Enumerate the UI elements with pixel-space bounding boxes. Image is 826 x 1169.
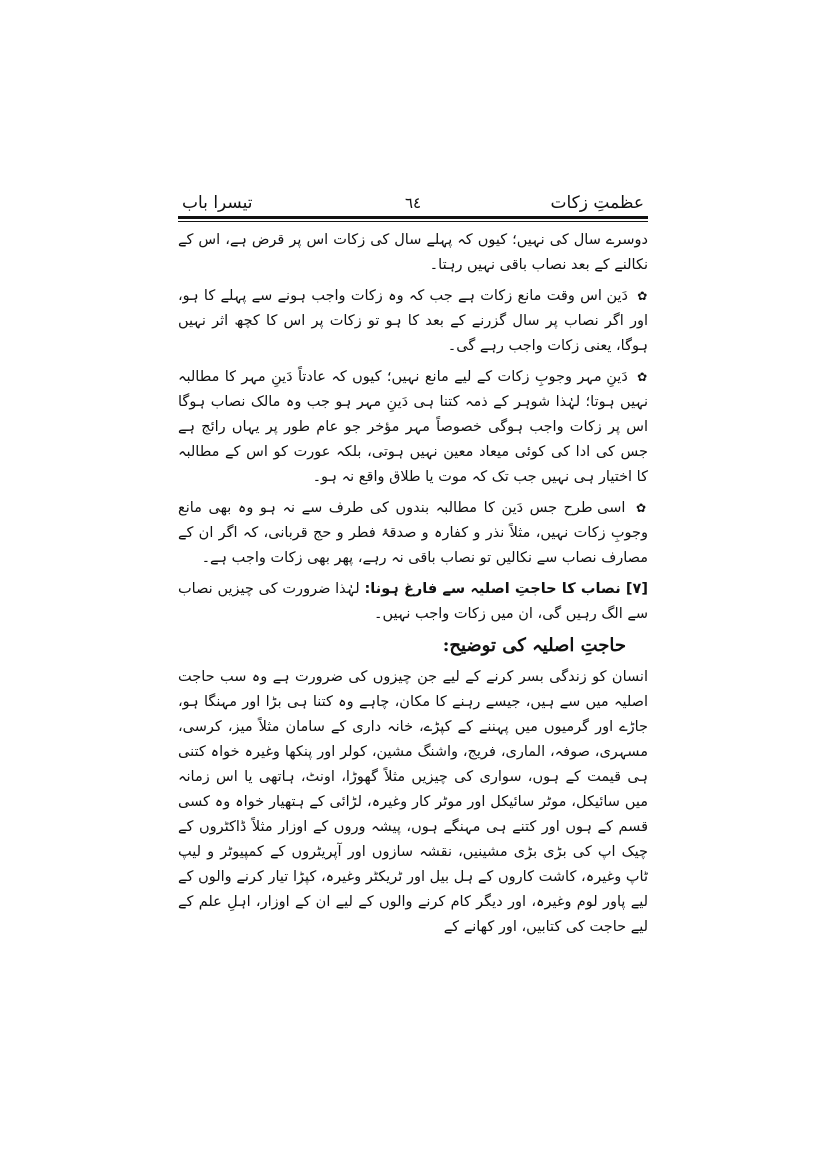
paragraph-5 — [178, 577, 648, 627]
running-header — [178, 192, 648, 214]
section-heading: حاجتِ اصلیہ کی توضیح: — [442, 635, 626, 656]
header-rule-thick — [178, 216, 648, 219]
paragraph-2-text: دَین اس وقت مانع زکات ہے جب کہ وہ زکات واجب ہونے سے پہلے کا ہو، اور اگر نصاب پر سال گزرنے کے بعد کا ہو تو زکات پر اس کا کچھ اثر نہیں ہوگا، یعنی زکات واجب رہے گی۔ — [178, 288, 648, 354]
paragraph-4-text: اسی طرح جس دَین کا مطالبہ بندوں کی طرف سے نہ ہو وہ بھی مانع وجوبِ زکات نہیں، مثلاً نذر و کفارہ و صدقۂ فطر و حج قربانی، کہ اگر ان کے مصارف نصاب سے نکالیں تو نصاب باقی نہ رہے، پھر بھی زکات واجب ہے۔ — [178, 500, 648, 566]
flower-bullet-icon: ✿ — [635, 501, 648, 515]
paragraph-3 — [178, 365, 648, 490]
paragraph-1: دوسرے سال کی نہیں؛ کیوں کہ پہلے سال کی زکات اس پر قرض ہے، اس کے نکالنے کے بعد نصاب باقی نہیں رہتا۔ — [178, 232, 648, 273]
book-page — [178, 192, 648, 935]
paragraph-5-text: لہٰذا ضرورت کی چیزیں نصاب سے الگ رہیں گی، ان میں زکات واجب نہیں۔ — [178, 581, 648, 622]
flower-bullet-icon: ✿ — [637, 289, 648, 303]
chapter-title: تیسرا باب — [182, 193, 253, 213]
book-title: عظمتِ زکات — [550, 193, 644, 213]
header-rule-thin — [178, 221, 648, 222]
paragraph-2 — [178, 284, 648, 359]
page-number: ٦٤ — [404, 194, 422, 212]
flower-bullet-icon: ✿ — [637, 370, 648, 384]
paragraph-3-text: دَینِ مہر وجوبِ زکات کے لیے مانع نہیں؛ کیوں کہ عادتاً دَینِ مہر کا مطالبہ نہیں ہوتا؛ لہٰذا شوہر کے ذمہ کتنا ہی دَینِ مہر ہو جب وہ مالک نصاب ہوگا اس پر زکات واجب ہوگی خصوصاً مہر مؤخر جو عام طور پر یہاں رائج ہے جس کی ادا کی کوئی میعاد معین نہیں ہوتی، بلکہ عورت کو اس کے مطالبہ کا اختیار ہی نہیں جب تک کہ موت یا طلاق واقع نہ ہو۔ — [178, 369, 648, 485]
condition-label: [۷] نصاب کا حاجتِ اصلیہ سے فارغ ہونا: — [364, 581, 648, 597]
paragraph-4 — [178, 496, 648, 571]
paragraph-6: انسان کو زندگی بسر کرنے کے لیے جن چیزوں کی ضرورت ہے وہ سب حاجت اصلیہ میں سے ہیں، جیسے رہنے کا مکان، چاہے وہ کتنا ہی بڑا اور مہنگا ہو، جاڑے اور گرمیوں میں پہننے کے کپڑے، خانہ داری کے سامان مثلاً میز، کرسی، مسہری، صوفہ، الماری، فریج، واشنگ مشین، کولر اور پنکھا وغیرہ خواہ کتنی ہی قیمت کے ہوں، سواری کی چیزیں مثلاً گھوڑا، اونٹ، ہاتھی یا اس زمانہ میں سائیکل، موٹر سائیکل اور موٹر کار وغیرہ، لڑائی کے ہتھیار خواہ وہ کسی قسم کے ہوں اور کتنے ہی مہنگے ہوں، پیشہ وروں کے اوزار مثلاً ڈاکٹروں کے چیک اپ کی بڑی بڑی مشینیں، نقشہ سازوں اور آپریٹروں کے کمپیوٹر و لیپ ٹاپ وغیرہ، کاشت کاروں کے ہل بیل اور ٹریکٹر وغیرہ، کپڑا تیار کرنے والوں کے لیے پاور لوم وغیرہ، اور دیگر کام کرنے والوں کے لیے ان کے اوزار، اہلِ علم کے لیے حاجت کی کتابیں، اور کھانے کے — [178, 669, 648, 935]
page-body — [178, 228, 648, 946]
